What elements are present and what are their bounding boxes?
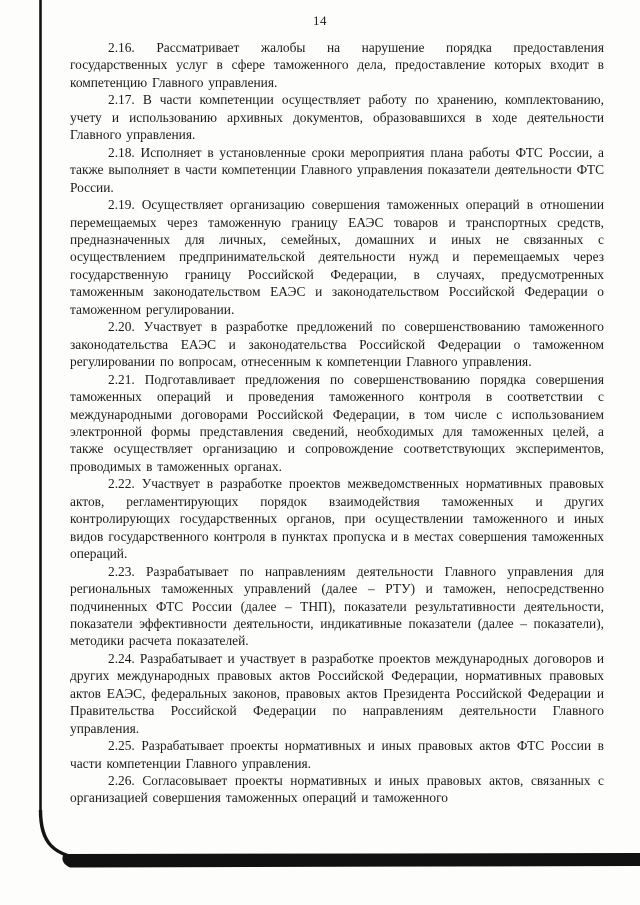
paragraph-2-25: 2.25. Разрабатывает проекты нормативных и иных правовых актов ФТС России в части компетенции Главного управления. (70, 738, 604, 771)
paragraph-2-23: 2.23. Разрабатывает по направлениям деятельности Главного управления для региональных таможенных управлений (далее – РТУ) и таможен, непосредственно подчиненных ФТС России (далее – ТНП), показатели результативности деятельности, показатели эффективности деятельности, индикативные показатели (далее – показатели), методики расчета показателей. (70, 563, 604, 649)
paragraph-2-19: 2.19. Осуществляет организацию совершения таможенных операций в отношении перемещаемых через таможенную границу ЕАЭС товаров и транспортных средств, предназначенных для личных, семейных, домашних и иных не связанных с осуществлением предпринимательской деятельности нужд и перемещаемых через государственную границу Российской Федерации, в случаях, предусмотренных таможенным законодательством ЕАЭС и законодательством Российской Федерации о таможенном регулировании. (70, 197, 604, 317)
paragraph-2-17: 2.17. В части компетенции осуществляет работу по хранению, комплектованию, учету и использованию архивных документов, образовавшихся в ходе деятельности Главного управления. (70, 92, 604, 143)
paragraph-2-22: 2.22. Участвует в разработке проектов межведомственных нормативных правовых актов, регламентирующих порядок взаимодействия таможенных и других контролирующих государственных органов, при осуществлении таможенного и иных видов государственного контроля в пунктах пропуска и в местах совершения таможенных операций. (70, 476, 604, 562)
paragraph-2-24: 2.24. Разрабатывает и участвует в разработке проектов международных договоров и других международных правовых актов Российской Федерации, нормативных правовых актов ЕАЭС, федеральных законов, правовых актов Президента Российской Федерации и Правительства Российской Федерации по направлениям деятельности Главного управления. (70, 650, 604, 736)
document-body (70, 39, 604, 807)
scan-corner-curve (41, 810, 93, 860)
paragraph-2-20: 2.20. Участвует в разработке предложений по совершенствованию таможенного законодательства ЕАЭС и законодательства Российской Федерации о таможенном регулировании по вопросам, отнесенным к компетенции Главного управления. (70, 319, 604, 370)
paragraph-2-18: 2.18. Исполняет в установленные сроки мероприятия плана работы ФТС России, а также выполняет в части компетенции Главного управления показатели деятельности ФТС России. (70, 144, 604, 195)
paragraph-2-26: 2.26. Согласовывает проекты нормативных и иных правовых актов, связанных с организацией совершения таможенных операций и таможенного (70, 773, 604, 806)
scan-bottom-bar (62, 853, 640, 868)
paragraph-2-16: 2.16. Рассматривает жалобы на нарушение порядка предоставления государственных услуг в сфере таможенного дела, предоставление которых входит в компетенцию Главного управления. (70, 40, 604, 90)
page-number: 14 (313, 13, 327, 28)
paragraph-2-21: 2.21. Подготавливает предложения по совершенствованию порядка совершения таможенных операций и проведения таможенного контроля в соответствии с международными договорами Российской Федерации, в том числе с использованием электронной формы представления сведений, необходимых для таможенных целей, а также осуществляет организацию и сопровождение соответствующих экспериментов, проводимых в таможенных органах. (70, 371, 604, 474)
